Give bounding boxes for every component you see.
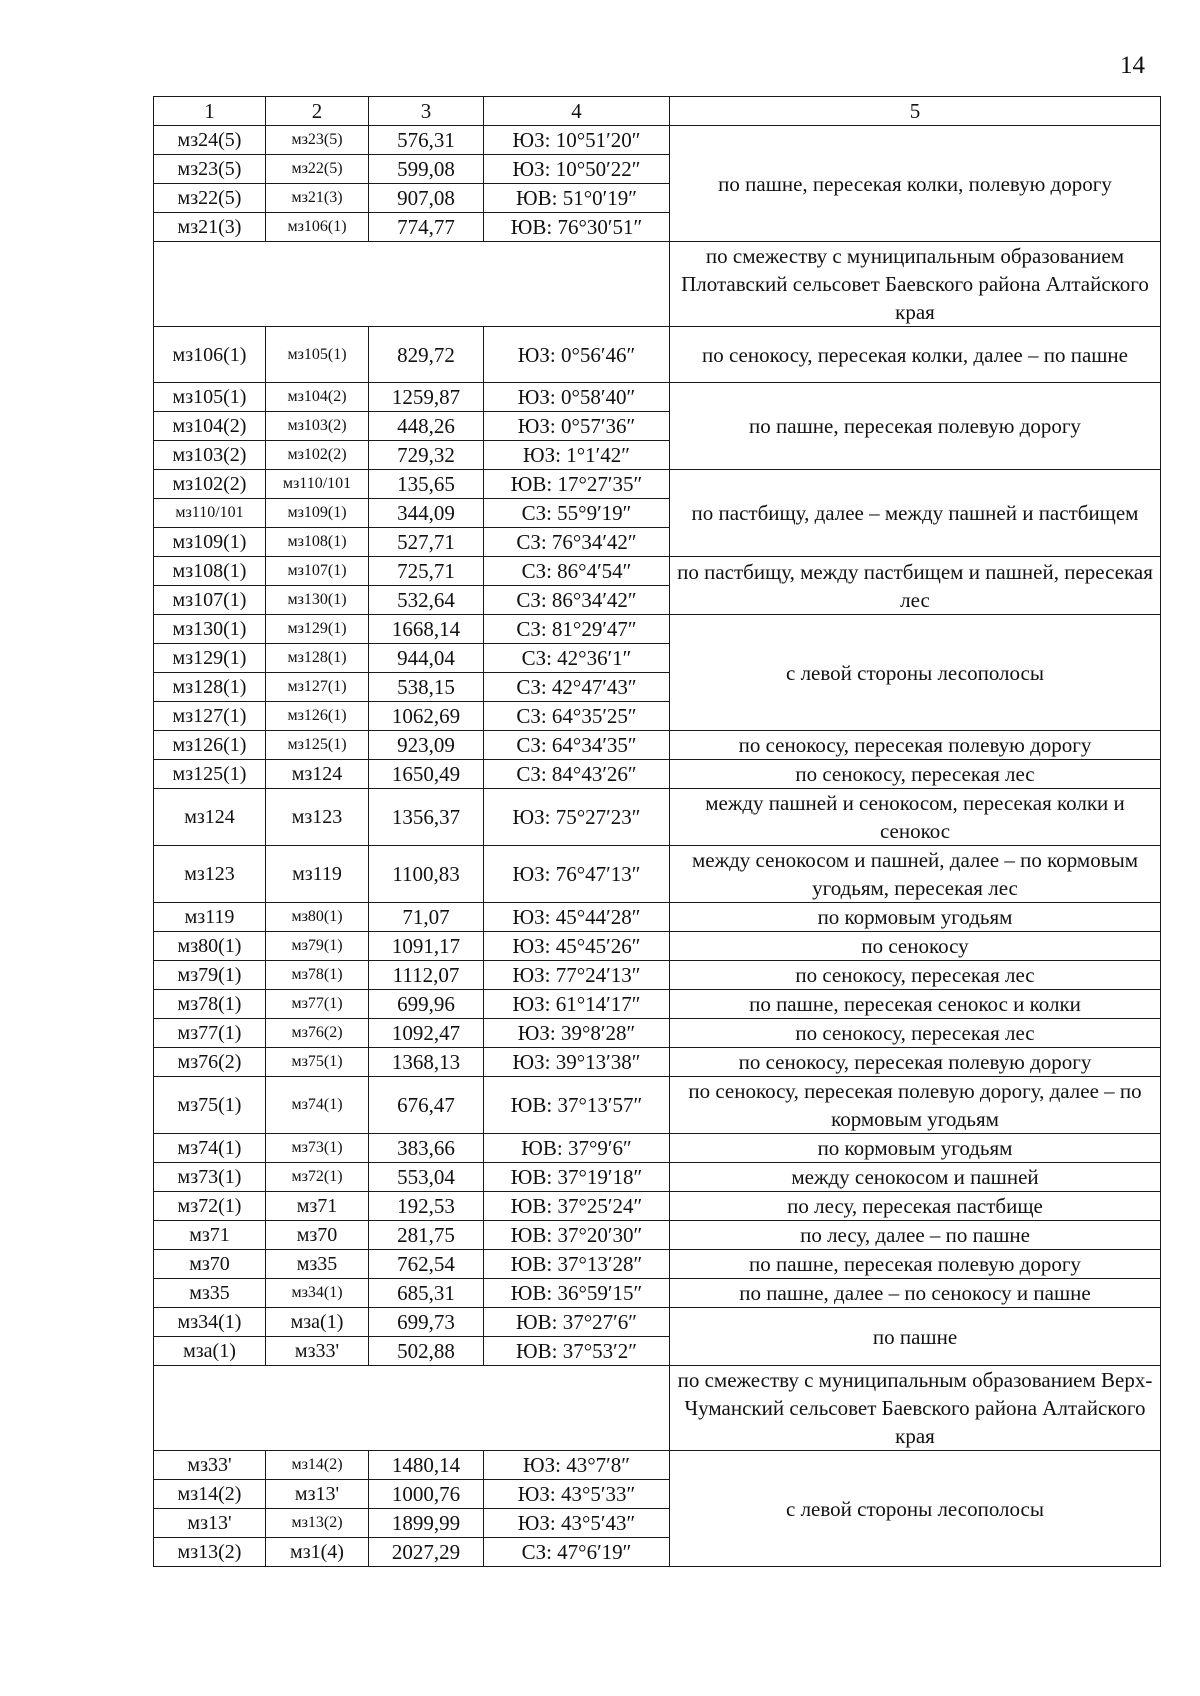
point-to: мз123 xyxy=(266,789,369,846)
distance: 527,71 xyxy=(369,528,484,557)
page-number: 14 xyxy=(1120,52,1145,79)
point-to: мз70 xyxy=(266,1221,369,1250)
segment-description: по пастбищу, между пастбищем и пашней, пересекая лес xyxy=(670,557,1161,615)
point-from: мз126(1) xyxy=(154,731,266,760)
column-header: 3 xyxy=(369,97,484,126)
point-to: мз1(4) xyxy=(266,1538,369,1567)
segment-description: по пашне, пересекая колки, полевую дорогу xyxy=(670,126,1161,242)
point-to: мз109(1) xyxy=(266,499,369,528)
bearing: СЗ: 42°36′1″ xyxy=(484,644,670,673)
distance: 725,71 xyxy=(369,557,484,586)
table-row xyxy=(154,1192,1161,1221)
segment-description: по сенокосу xyxy=(670,932,1161,961)
table-row xyxy=(154,846,1161,903)
point-from: мз123 xyxy=(154,846,266,903)
point-to: мз124 xyxy=(266,760,369,789)
distance: 1899,99 xyxy=(369,1509,484,1538)
bearing: ЮВ: 37°13′28″ xyxy=(484,1250,670,1279)
column-header: 1 xyxy=(154,97,266,126)
point-to: мз129(1) xyxy=(266,615,369,644)
point-to: мз13' xyxy=(266,1480,369,1509)
segment-description: между пашней и сенокосом, пересекая колки и сенокос xyxy=(670,789,1161,846)
table-row xyxy=(154,1221,1161,1250)
bearing: ЮЗ: 43°5′33″ xyxy=(484,1480,670,1509)
table-row xyxy=(154,1366,1161,1451)
distance: 1368,13 xyxy=(369,1048,484,1077)
point-to: мз75(1) xyxy=(266,1048,369,1077)
point-from: мз21(3) xyxy=(154,213,266,242)
point-to: мза(1) xyxy=(266,1308,369,1337)
segment-description: по лесу, пересекая пастбище xyxy=(670,1192,1161,1221)
segment-description: по сенокосу, пересекая лес xyxy=(670,961,1161,990)
segment-description: по пашне xyxy=(670,1308,1161,1366)
column-header: 5 xyxy=(670,97,1161,126)
distance: 576,31 xyxy=(369,126,484,155)
distance: 1092,47 xyxy=(369,1019,484,1048)
point-to: мз128(1) xyxy=(266,644,369,673)
point-from: мз79(1) xyxy=(154,961,266,990)
segment-description: по сенокосу, пересекая лес xyxy=(670,1019,1161,1048)
boundary-table xyxy=(153,96,1161,1567)
bearing: ЮЗ: 75°27′23″ xyxy=(484,789,670,846)
segment-description: по сенокосу, пересекая колки, далее – по пашне xyxy=(670,327,1161,383)
point-from: мз14(2) xyxy=(154,1480,266,1509)
point-to: мз77(1) xyxy=(266,990,369,1019)
point-from: мз33' xyxy=(154,1451,266,1480)
segment-description: по лесу, далее – по пашне xyxy=(670,1221,1161,1250)
table-row xyxy=(154,1279,1161,1308)
bearing: СЗ: 81°29′47″ xyxy=(484,615,670,644)
distance: 676,47 xyxy=(369,1077,484,1134)
point-to: мз108(1) xyxy=(266,528,369,557)
point-from: мз13' xyxy=(154,1509,266,1538)
point-from: мз24(5) xyxy=(154,126,266,155)
point-from: мз129(1) xyxy=(154,644,266,673)
point-from: мз103(2) xyxy=(154,441,266,470)
point-from: мз127(1) xyxy=(154,702,266,731)
bearing: ЮВ: 37°13′57″ xyxy=(484,1077,670,1134)
point-from: мз128(1) xyxy=(154,673,266,702)
bearing: ЮЗ: 0°58′40″ xyxy=(484,383,670,412)
distance: 1650,49 xyxy=(369,760,484,789)
distance: 774,77 xyxy=(369,213,484,242)
segment-description: по пашне, пересекая полевую дорогу xyxy=(670,1250,1161,1279)
segment-description: по пастбищу, далее – между пашней и пастбищем xyxy=(670,470,1161,557)
table-row xyxy=(154,1048,1161,1077)
point-from: мз70 xyxy=(154,1250,266,1279)
segment-description: между сенокосом и пашней, далее – по кормовым угодьям, пересекая лес xyxy=(670,846,1161,903)
border-description: по смежеству с муниципальным образованием Плотавский сельсовет Баевского района Алтайского края xyxy=(670,242,1161,327)
distance: 944,04 xyxy=(369,644,484,673)
point-from: мз102(2) xyxy=(154,470,266,499)
table-row xyxy=(154,1019,1161,1048)
point-from: мз130(1) xyxy=(154,615,266,644)
point-from: мз109(1) xyxy=(154,528,266,557)
point-to: мз35 xyxy=(266,1250,369,1279)
point-from: мз35 xyxy=(154,1279,266,1308)
table-row xyxy=(154,97,1161,126)
point-to: мз102(2) xyxy=(266,441,369,470)
distance: 448,26 xyxy=(369,412,484,441)
bearing: ЮВ: 37°53′2″ xyxy=(484,1337,670,1366)
table-row xyxy=(154,242,1161,327)
bearing: ЮЗ: 10°50′22″ xyxy=(484,155,670,184)
bearing: ЮВ: 37°19′18″ xyxy=(484,1163,670,1192)
point-from: мз119 xyxy=(154,903,266,932)
bearing: ЮЗ: 43°7′8″ xyxy=(484,1451,670,1480)
point-to: мз80(1) xyxy=(266,903,369,932)
point-to: мз74(1) xyxy=(266,1077,369,1134)
point-to: мз78(1) xyxy=(266,961,369,990)
bearing: ЮЗ: 0°56′46″ xyxy=(484,327,670,383)
distance: 1259,87 xyxy=(369,383,484,412)
point-from: мз75(1) xyxy=(154,1077,266,1134)
distance: 762,54 xyxy=(369,1250,484,1279)
table-row xyxy=(154,1134,1161,1163)
point-to: мз106(1) xyxy=(266,213,369,242)
table-row xyxy=(154,1163,1161,1192)
distance: 532,64 xyxy=(369,586,484,615)
bearing: ЮЗ: 1°1′42″ xyxy=(484,441,670,470)
table-row xyxy=(154,557,1161,586)
distance: 599,08 xyxy=(369,155,484,184)
distance: 192,53 xyxy=(369,1192,484,1221)
bearing: ЮЗ: 39°13′38″ xyxy=(484,1048,670,1077)
bearing: ЮЗ: 77°24′13″ xyxy=(484,961,670,990)
point-from: мз34(1) xyxy=(154,1308,266,1337)
distance: 71,07 xyxy=(369,903,484,932)
segment-description: по пашне, пересекая полевую дорогу xyxy=(670,383,1161,470)
point-from: мз104(2) xyxy=(154,412,266,441)
empty-merged-cell xyxy=(154,242,670,327)
border-description: по смежеству с муниципальным образованием Верх-Чуманский сельсовет Баевского района Алтайского края xyxy=(670,1366,1161,1451)
segment-description: по сенокосу, пересекая полевую дорогу xyxy=(670,1048,1161,1077)
point-from: мз105(1) xyxy=(154,383,266,412)
point-to: мз34(1) xyxy=(266,1279,369,1308)
point-from: мз125(1) xyxy=(154,760,266,789)
bearing: СЗ: 42°47′43″ xyxy=(484,673,670,702)
point-to: мз104(2) xyxy=(266,383,369,412)
table-row xyxy=(154,327,1161,383)
bearing: СЗ: 64°34′35″ xyxy=(484,731,670,760)
bearing: ЮВ: 37°25′24″ xyxy=(484,1192,670,1221)
table-row xyxy=(154,1451,1161,1480)
point-from: мз76(2) xyxy=(154,1048,266,1077)
table-row xyxy=(154,731,1161,760)
point-to: мз103(2) xyxy=(266,412,369,441)
distance: 1668,14 xyxy=(369,615,484,644)
point-to: мз127(1) xyxy=(266,673,369,702)
distance: 1356,37 xyxy=(369,789,484,846)
bearing: ЮВ: 51°0′19″ xyxy=(484,184,670,213)
table-row xyxy=(154,760,1161,789)
point-to: мз130(1) xyxy=(266,586,369,615)
point-from: мз72(1) xyxy=(154,1192,266,1221)
point-from: мз124 xyxy=(154,789,266,846)
point-to: мз13(2) xyxy=(266,1509,369,1538)
distance: 1062,69 xyxy=(369,702,484,731)
point-from: мз110/101 xyxy=(154,499,266,528)
distance: 685,31 xyxy=(369,1279,484,1308)
segment-description: по кормовым угодьям xyxy=(670,1134,1161,1163)
table-row xyxy=(154,1250,1161,1279)
point-from: мз13(2) xyxy=(154,1538,266,1567)
point-to: мз76(2) xyxy=(266,1019,369,1048)
bearing: ЮВ: 76°30′51″ xyxy=(484,213,670,242)
distance: 1000,76 xyxy=(369,1480,484,1509)
point-to: мз119 xyxy=(266,846,369,903)
distance: 699,96 xyxy=(369,990,484,1019)
segment-description: по сенокосу, пересекая лес xyxy=(670,760,1161,789)
bearing: СЗ: 64°35′25″ xyxy=(484,702,670,731)
table-row xyxy=(154,126,1161,155)
point-from: мза(1) xyxy=(154,1337,266,1366)
point-to: мз71 xyxy=(266,1192,369,1221)
point-from: мз77(1) xyxy=(154,1019,266,1048)
bearing: ЮЗ: 43°5′43″ xyxy=(484,1509,670,1538)
distance: 729,32 xyxy=(369,441,484,470)
distance: 553,04 xyxy=(369,1163,484,1192)
table-row xyxy=(154,1308,1161,1337)
point-to: мз22(5) xyxy=(266,155,369,184)
point-to: мз14(2) xyxy=(266,1451,369,1480)
bearing: СЗ: 86°34′42″ xyxy=(484,586,670,615)
distance: 699,73 xyxy=(369,1308,484,1337)
distance: 1100,83 xyxy=(369,846,484,903)
table-row xyxy=(154,789,1161,846)
segment-description: между сенокосом и пашней xyxy=(670,1163,1161,1192)
point-to: мз23(5) xyxy=(266,126,369,155)
point-from: мз78(1) xyxy=(154,990,266,1019)
point-to: мз72(1) xyxy=(266,1163,369,1192)
point-to: мз73(1) xyxy=(266,1134,369,1163)
point-to: мз79(1) xyxy=(266,932,369,961)
point-to: мз126(1) xyxy=(266,702,369,731)
segment-description: по кормовым угодьям xyxy=(670,903,1161,932)
bearing: ЮЗ: 45°44′28″ xyxy=(484,903,670,932)
distance: 1480,14 xyxy=(369,1451,484,1480)
distance: 829,72 xyxy=(369,327,484,383)
point-from: мз73(1) xyxy=(154,1163,266,1192)
bearing: ЮЗ: 39°8′28″ xyxy=(484,1019,670,1048)
bearing: ЮЗ: 45°45′26″ xyxy=(484,932,670,961)
column-header: 2 xyxy=(266,97,369,126)
point-to: мз110/101 xyxy=(266,470,369,499)
point-from: мз71 xyxy=(154,1221,266,1250)
table-row xyxy=(154,1077,1161,1134)
bearing: ЮЗ: 61°14′17″ xyxy=(484,990,670,1019)
distance: 1112,07 xyxy=(369,961,484,990)
point-from: мз107(1) xyxy=(154,586,266,615)
segment-description: по сенокосу, пересекая полевую дорогу, далее – по кормовым угодьям xyxy=(670,1077,1161,1134)
point-to: мз125(1) xyxy=(266,731,369,760)
bearing: ЮВ: 37°9′6″ xyxy=(484,1134,670,1163)
distance: 1091,17 xyxy=(369,932,484,961)
point-to: мз107(1) xyxy=(266,557,369,586)
point-to: мз33' xyxy=(266,1337,369,1366)
segment-description: с левой стороны лесополосы xyxy=(670,1451,1161,1567)
point-from: мз108(1) xyxy=(154,557,266,586)
distance: 538,15 xyxy=(369,673,484,702)
segment-description: по пашне, пересекая сенокос и колки xyxy=(670,990,1161,1019)
bearing: СЗ: 84°43′26″ xyxy=(484,760,670,789)
distance: 502,88 xyxy=(369,1337,484,1366)
bearing: СЗ: 47°6′19″ xyxy=(484,1538,670,1567)
distance: 135,65 xyxy=(369,470,484,499)
column-header: 4 xyxy=(484,97,670,126)
point-from: мз23(5) xyxy=(154,155,266,184)
table-row xyxy=(154,383,1161,412)
table-row xyxy=(154,903,1161,932)
point-from: мз106(1) xyxy=(154,327,266,383)
bearing: ЮВ: 37°27′6″ xyxy=(484,1308,670,1337)
bearing: ЮЗ: 10°51′20″ xyxy=(484,126,670,155)
distance: 907,08 xyxy=(369,184,484,213)
segment-description: по пашне, далее – по сенокосу и пашне xyxy=(670,1279,1161,1308)
table-row xyxy=(154,961,1161,990)
distance: 344,09 xyxy=(369,499,484,528)
bearing: СЗ: 76°34′42″ xyxy=(484,528,670,557)
bearing: ЮВ: 36°59′15″ xyxy=(484,1279,670,1308)
point-from: мз74(1) xyxy=(154,1134,266,1163)
point-to: мз105(1) xyxy=(266,327,369,383)
point-from: мз80(1) xyxy=(154,932,266,961)
point-from: мз22(5) xyxy=(154,184,266,213)
bearing: ЮВ: 17°27′35″ xyxy=(484,470,670,499)
segment-description: с левой стороны лесополосы xyxy=(670,615,1161,731)
point-to: мз21(3) xyxy=(266,184,369,213)
bearing: ЮЗ: 0°57′36″ xyxy=(484,412,670,441)
bearing: ЮЗ: 76°47′13″ xyxy=(484,846,670,903)
table-row xyxy=(154,932,1161,961)
empty-merged-cell xyxy=(154,1366,670,1451)
distance: 383,66 xyxy=(369,1134,484,1163)
distance: 281,75 xyxy=(369,1221,484,1250)
bearing: СЗ: 55°9′19″ xyxy=(484,499,670,528)
distance: 2027,29 xyxy=(369,1538,484,1567)
segment-description: по сенокосу, пересекая полевую дорогу xyxy=(670,731,1161,760)
table-row xyxy=(154,615,1161,644)
bearing: СЗ: 86°4′54″ xyxy=(484,557,670,586)
table-row xyxy=(154,470,1161,499)
table-row xyxy=(154,990,1161,1019)
bearing: ЮВ: 37°20′30″ xyxy=(484,1221,670,1250)
distance: 923,09 xyxy=(369,731,484,760)
